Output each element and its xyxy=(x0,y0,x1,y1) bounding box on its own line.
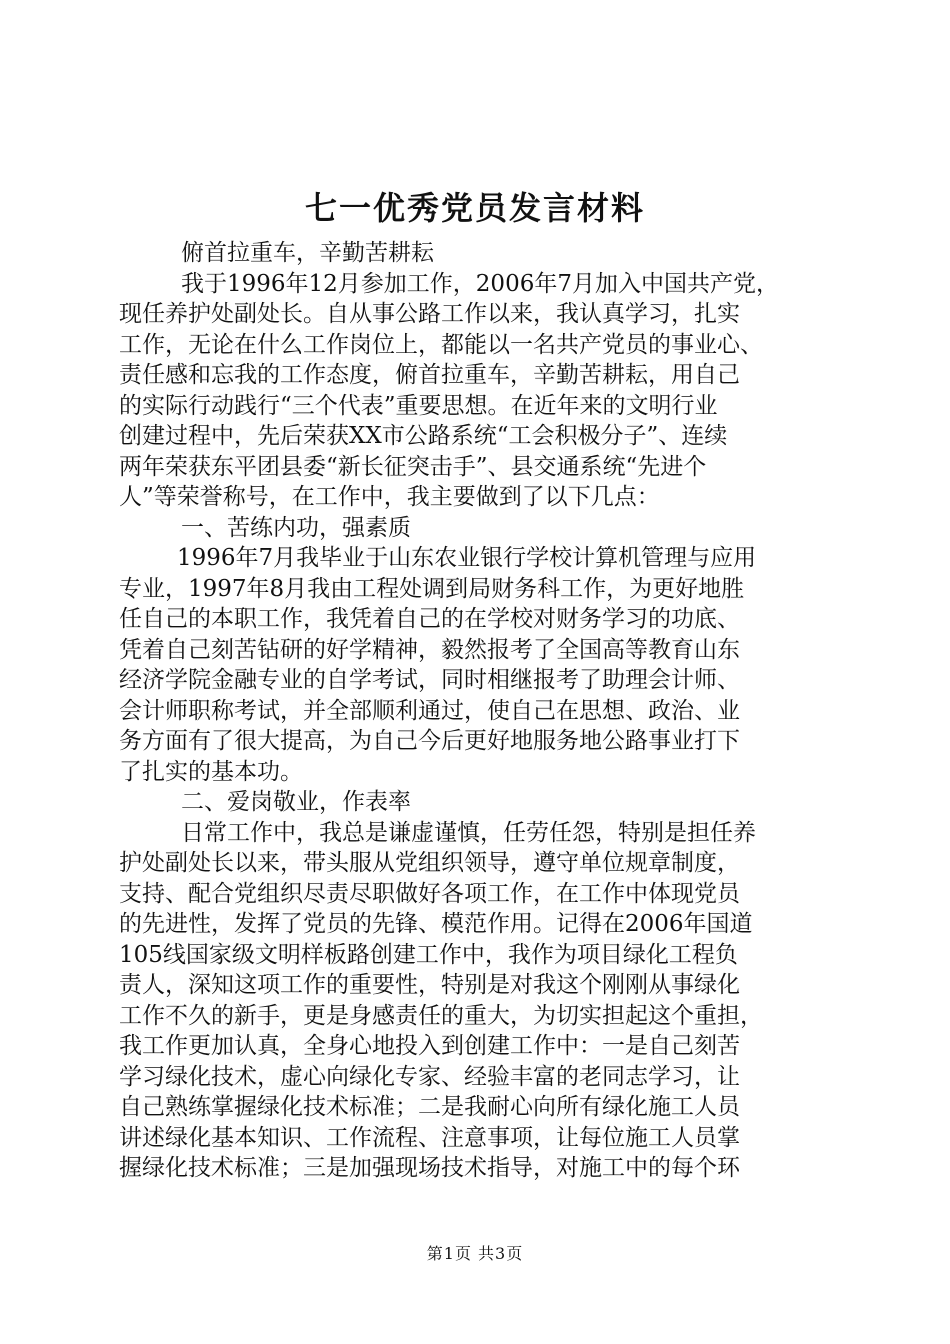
paragraph-line: 护处副处长以来，带头服从党组织领导，遵守单位规章制度， xyxy=(119,850,740,876)
paragraph-line: 人”等荣誉称号，在工作中，我主要做到了以下几点： xyxy=(119,484,660,510)
paragraph-line: 1996年7月我毕业于山东农业银行学校计算机管理与应用 xyxy=(177,545,757,571)
page-footer: 第1页 共3页 xyxy=(426,1244,524,1263)
paragraph-line: 工作，无论在什么工作岗位上，都能以一名共产党员的事业心、 xyxy=(119,331,763,358)
paragraph-line: 经济学院金融专业的自学考试，同时相继报考了助理会计师、 xyxy=(119,667,740,693)
paragraph-line: 创建过程中，先后荣获XX市公路系统“工会积极分子”、连续 xyxy=(119,423,728,449)
paragraph-line: 我于1996年12月参加工作，2006年7月加入中国共产党， xyxy=(181,270,779,297)
paragraph-line: 了扎实的基本功。 xyxy=(119,758,303,785)
paragraph-line: 凭着自己刻苦钻研的好学精神，毅然报考了全国高等教育山东 xyxy=(119,636,740,663)
subtitle-line: 俯首拉重车，辛勤苦耕耘 xyxy=(181,240,434,266)
document-title: 七一优秀党员发言材料 xyxy=(304,189,645,227)
paragraph-line: 的实际行动践行“三个代表”重要思想。在近年来的文明行业 xyxy=(119,392,718,419)
paragraph-line: 支持、配合党组织尽责尽职做好各项工作，在工作中体现党员 xyxy=(119,880,740,907)
paragraph-line: 讲述绿化基本知识、工作流程、注意事项，让每位施工人员掌 xyxy=(119,1124,740,1151)
paragraph-line: 现任养护处副处长。自从事公路工作以来，我认真学习，扎实 xyxy=(119,301,740,327)
paragraph-line: 责任感和忘我的工作态度，俯首拉重车，辛勤苦耕耘，用自己 xyxy=(119,362,740,388)
paragraph-line: 自己熟练掌握绿化技术标准；二是我耐心向所有绿化施工人员 xyxy=(119,1094,740,1120)
paragraph-line: 会计师职称考试，并全部顺利通过，使自己在思想、政治、业 xyxy=(119,697,740,724)
paragraph-line: 105线国家级文明样板路创建工作中，我作为项目绿化工程负 xyxy=(119,941,738,968)
document-body xyxy=(119,238,839,1184)
paragraph-line: 责人，深知这项工作的重要性，特别是对我这个刚刚从事绿化 xyxy=(119,972,740,998)
paragraph-line: 我工作更加认真，全身心地投入到创建工作中：一是自己刻苦 xyxy=(119,1033,740,1059)
paragraph-line: 工作不久的新手，更是身感责任的重大，为切实担起这个重担， xyxy=(119,1002,763,1029)
paragraph-line: 日常工作中，我总是谦虚谨慎，任劳任怨，特别是担任养 xyxy=(181,819,756,846)
paragraph-line: 专业，1997年8月我由工程处调到局财务科工作，为更好地胜 xyxy=(119,575,745,602)
paragraph-line: 任自己的本职工作，我凭着自己的在学校对财务学习的功底、 xyxy=(119,606,740,632)
paragraph-line: 两年荣获东平团县委“新长征突击手”、县交通系统“先进个 xyxy=(119,453,707,480)
paragraph-line: 的先进性，发挥了党员的先锋、模范作用。记得在2006年国道 xyxy=(119,911,753,937)
paragraph-line: 务方面有了很大提高，为自己今后更好地服务地公路事业打下 xyxy=(119,728,740,754)
paragraph-line: 握绿化技术标准；三是加强现场技术指导，对施工中的每个环 xyxy=(119,1155,740,1181)
section-heading: 二、爱岗敬业，作表率 xyxy=(181,789,411,815)
section-heading: 一、苦练内功，强素质 xyxy=(181,514,411,541)
paragraph-line: 学习绿化技术，虚心向绿化专家、经验丰富的老同志学习，让 xyxy=(119,1063,740,1090)
